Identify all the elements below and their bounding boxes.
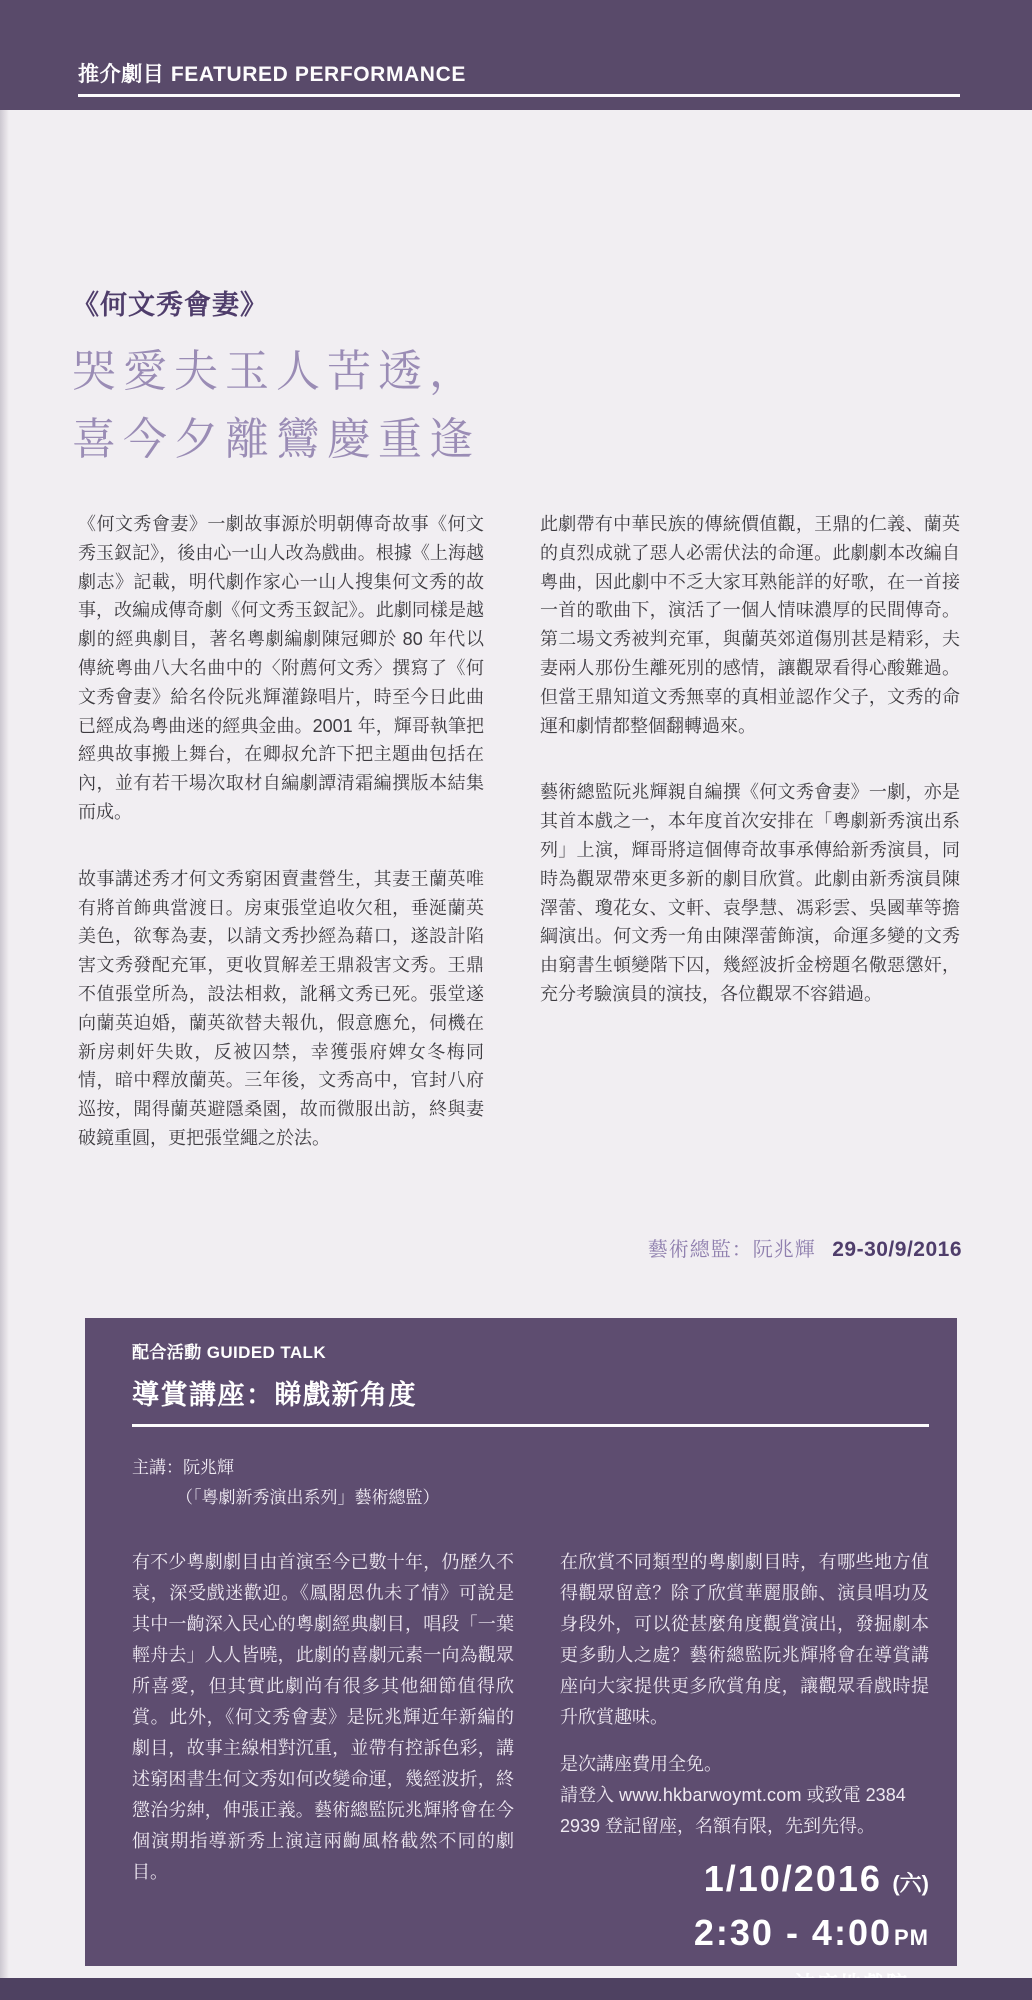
guided-talk-eyebrow: 配合活動 GUIDED TALK [132, 1343, 327, 1362]
speaker-name: 主講：阮兆輝 [132, 1458, 234, 1477]
article-left-column [78, 510, 484, 1191]
talk-divider [132, 1424, 929, 1427]
performance-dates: 29-30/9/2016 [832, 1238, 962, 1261]
talk-schedule [560, 1856, 929, 1998]
talk-body [132, 1547, 929, 1998]
page-bottom-band [0, 1978, 1032, 2000]
header-divider [78, 94, 960, 97]
booking-url: www.hkbarwoymt.com [619, 1785, 802, 1805]
article-paragraph: 故事講述秀才何文秀窮困賣畫營生，其妻王蘭英唯有將首飾典當渡日。房東張堂追收欠租，垂涎蘭英美色，欲奪為妻，以請文秀抄經為藉口，遂設計陷害文秀發配充軍，更收買解差王鼎殺害文秀。王鼎不值張堂所為，設法相救，訛稱文秀已死。張堂遂向蘭英迫婚，蘭英欲替夫報仇，假意應允，伺機在新房刺奸失敗，反被囚禁，幸獲張府婢女冬梅同情，暗中釋放蘭英。三年後，文秀高中，官封八府巡按，聞得蘭英避隱桑園，故而微服出訪，終與妻破鏡重圓，更把張堂繩之於法。 [78, 868, 484, 1148]
headline-line-1: 哭愛夫玉人苦透， [72, 347, 480, 396]
speaker-role: （「粵劇新秀演出系列」藝術總監） [176, 1488, 440, 1507]
headline-line-2: 喜今夕離鸞慶重逢 [72, 415, 480, 464]
guided-talk-box [85, 1318, 957, 1966]
show-title: 《何文秀會妻》 [72, 290, 268, 320]
talk-date-line [560, 1856, 929, 1910]
article-paragraph: 《何文秀會妻》一劇故事源於明朝傳奇故事《何文秀玉釵記》，後由心一山人改為戲曲。根據《上海越劇志》記載，明代劇作家心一山人搜集何文秀的故事，改編成傳奇劇《何文秀玉釵記》。此劇同樣是越劇的經典劇目，著名粵劇編劇陳冠卿於 80 年代以傳統粵曲八大名曲中的〈附薦何文秀〉撰寫了《何文秀會妻》給名伶阮兆輝灌錄唱片，時至今日此曲已經成為粵曲迷的經典金曲。2001 年，輝哥執筆把經典故事搬上舞台，在卿叔允許下把主題曲包括在內，並有若干場次取材自編劇譚清霜編撰版本結集而成。 [78, 514, 484, 822]
speaker-info [132, 1453, 929, 1513]
booking-info [560, 1780, 929, 1842]
section-header: 推介劇目 FEATURED PERFORMANCE [78, 63, 466, 86]
free-admission-note: 是次講座費用全免。 [560, 1754, 722, 1774]
scan-edge-shadow [0, 110, 9, 1978]
article-paragraph: 此劇帶有中華民族的傳統價值觀，王鼎的仁義、蘭英的貞烈成就了惡人必需伏法的命運。此劇劇本改編自粵曲，因此劇中不乏大家耳熟能詳的好歌，在一首接一首的歌曲下，演活了一個人情味濃厚的民間傳奇。第二場文秀被判充軍，與蘭英郊道傷別甚是精彩，夫妻兩人那份生離死別的感情，讓觀眾看得心酸難過。但當王鼎知道文秀無辜的真相並認作父子，文秀的命運和劇情都整個翻轉過來。 [540, 514, 960, 736]
article-body [78, 510, 960, 1191]
page-header-band [0, 0, 1032, 110]
artistic-director-label: 藝術總監：阮兆輝 [647, 1239, 816, 1261]
talk-paragraph: 在欣賞不同類型的粵劇劇目時，有哪些地方值得觀眾留意？除了欣賞華麗服飾、演員唱功及身段外，可以從甚麼角度觀賞演出，發掘劇本更多動人之處？藝術總監阮兆輝將會在導賞講座向大家提供更多欣賞角度，讓觀眾看戲時提升欣賞趣味。 [560, 1552, 929, 1727]
talk-paragraph: 有不少粵劇劇目由首演至今已數十年，仍歷久不衰，深受戲迷歡迎。《鳳閣恩仇未了情》可說是其中一齣深入民心的粵劇經典劇目，唱段「一葉輕舟去」人人皆曉，此劇的喜劇元素一向為觀眾所喜愛，但其實此劇尚有很多其他細節值得欣賞。此外，《何文秀會妻》是阮兆輝近年新編的劇目，故事主線相對沉重，並帶有控訴色彩，講述窮困書生何文秀如何改變命運，幾經波折，終懲治劣紳，伸張正義。藝術總監阮兆輝將會在今個演期指導新秀上演這兩齣風格截然不同的劇目。 [132, 1552, 514, 1882]
talk-left-column [132, 1547, 514, 1998]
talk-date-value: 1/10/2016 [703, 1858, 882, 1899]
talk-time-period: PM [894, 1925, 929, 1950]
talk-time-value: 2:30 - 4:00 [693, 1912, 892, 1953]
credit-line [648, 1233, 962, 1262]
guided-talk-title: 導賞講座：睇戲新角度 [132, 1380, 417, 1410]
talk-right-column [560, 1547, 929, 1998]
poetic-headline [72, 338, 480, 474]
talk-weekday: (六) [892, 1871, 929, 1896]
article-right-column [540, 510, 960, 1191]
talk-time-line [560, 1910, 929, 1964]
booking-suffix: 或致電 2384 2939 登記留座，名額有限，先到先得。 [560, 1785, 906, 1836]
booking-prefix: 請登入 [560, 1785, 620, 1805]
article-paragraph: 藝術總監阮兆輝親自編撰《何文秀會妻》一劇，亦是其首本戲之一，本年度首次安排在「粵劇新秀演出系列」上演，輝哥將這個傳奇故事承傳給新秀演員，同時為觀眾帶來更多新的劇目欣賞。此劇由新秀演員陳澤蕾、瓊花女、文軒、袁學慧、馮彩雲、吳國華等擔綱演出。何文秀一角由陳澤蕾飾演，命運多變的文秀由窮書生頓變階下囚，幾經波折金榜題名儆惡懲奸，充分考驗演員的演技，各位觀眾不容錯過。 [540, 782, 960, 1004]
